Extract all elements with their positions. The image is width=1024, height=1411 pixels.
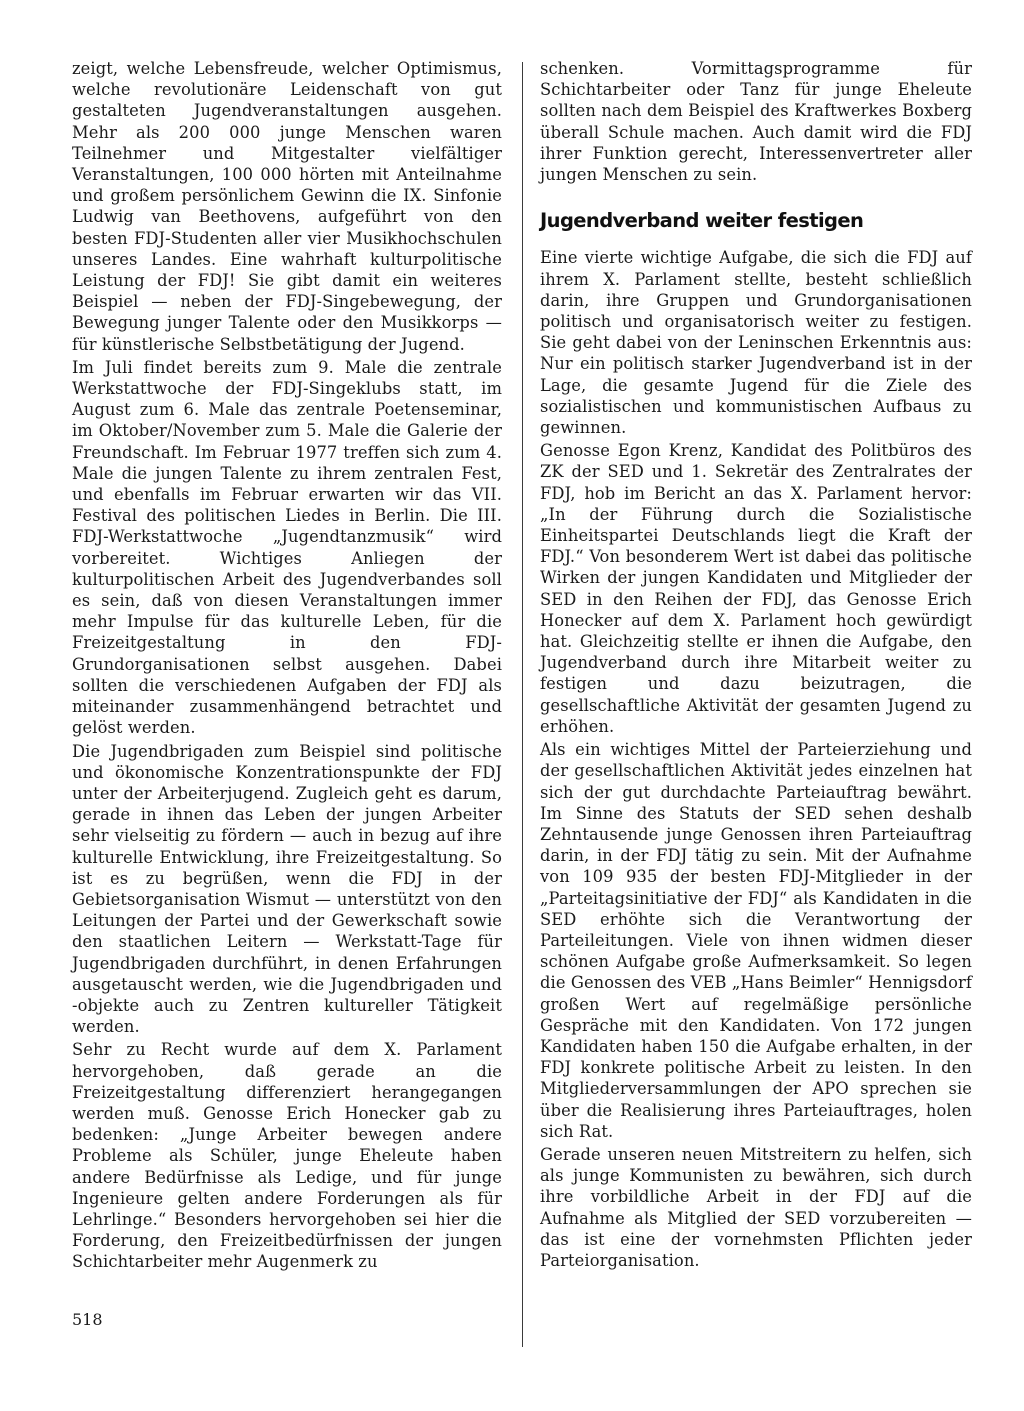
left-paragraph-1: zeigt, welche Lebensfreude, welcher Optimismus, welche revolutionäre Leidenschaft von gut gestalteten Jugendveranstaltungen ausgehen. Mehr als 200 000 junge Menschen waren Teilnehmer und Mitgestalter vielfältiger Veranstaltungen, 100 000 hörten mit Anteilnahme und großem persönlichem Gewinn die IX. Sinfonie Ludwig van Beethovens, aufgeführt von den besten FDJ-Studenten aller vier Musikhochschulen unseres Landes. Eine wahrhaft kulturpolitische Leistung der FDJ! Sie gibt damit ein weiteres Beispiel — neben der FDJ-Singebewegung, der Bewegung junger Talente oder den Musikkorps — für künstlerische Selbstbetätigung der Jugend. — [72, 59, 502, 354]
left-paragraph-4: Sehr zu Recht wurde auf dem X. Parlament hervorgehoben, daß gerade an die Freizeitgestaltung differenziert herangegangen werden muß. Genosse Erich Honecker gab zu bedenken: „Junge Arbeiter bewegen andere Probleme als Schüler, junge Eheleute haben andere Bedürfnisse als Ledige, und für junge Ingenieure gelten andere Forderungen als für Lehrlinge.“ Besonders hervorgehoben sei hier die Forderung, den Freizeitbedürfnissen der jungen Schichtarbeiter mehr Augenmerk zu — [72, 1040, 502, 1272]
right-paragraph-1: Eine vierte wichtige Aufgabe, die sich die FDJ auf ihrem X. Parlament stellte, besteht schließlich darin, ihre Gruppen und Grundorganisationen politisch und organisatorisch weiter zu festigen. Sie geht dabei von der Leninschen Erkenntnis aus: Nur ein politisch starker Jugendverband ist in der Lage, die gesamte Jugend für die Ziele des sozialistischen und kommunistischen Aufbaus zu gewinnen. — [540, 248, 972, 438]
column-divider — [522, 62, 523, 1347]
section-heading: Jugendverband weiter festigen — [540, 209, 864, 233]
left-paragraph-2: Im Juli findet bereits zum 9. Male die zentrale Werkstattwoche der FDJ-Singeklubs statt, im August zum 6. Male das zentrale Poetenseminar, im Oktober/November zum 5. Male die Galerie der Freundschaft. Im Februar 1977 treffen sich zum 4. Male die jungen Talente zu ihrem zentralen Fest, und ebenfalls im Februar erwarten wir das VII. Festival des politischen Liedes in Berlin. Die III. FDJ-Werkstattwoche „Jugendtanzmusik“ wird vorbereitet. Wichtiges Anliegen der kulturpolitischen Arbeit des Jugendverbandes soll es sein, daß von diesen Veranstaltungen immer mehr Impulse für das kulturelle Leben, für die Freizeitgestaltung in den FDJ-Grundorganisationen selbst ausgehen. Dabei sollten die verschiedenen Aufgaben der FDJ als miteinander zusammenhängend betrachtet und gelöst werden. — [72, 357, 502, 738]
right-paragraph-2: Genosse Egon Krenz, Kandidat des Politbüros des ZK der SED und 1. Sekretär des Zentralrates der FDJ, hob im Bericht an das X. Parlament hervor: „In der Führung durch die Sozialistische Einheitspartei Deutschlands liegt die Kraft der FDJ.“ Von besonderem Wert ist dabei das politische Wirken der jungen Kandidaten und Mitglieder der SED in den Reihen der FDJ, das Genosse Erich Honecker auf dem X. Parlament hoch gewürdigt hat. Gleichzeitig stellte er ihnen die Aufgabe, den Jugendverband durch ihre Mitarbeit weiter zu festigen und dazu beizutragen, die gesellschaftliche Aktivität der gesamten Jugend zu erhöhen. — [540, 441, 972, 736]
left-column — [72, 58, 502, 1275]
left-paragraph-3: Die Jugendbrigaden zum Beispiel sind politische und ökonomische Konzentrationspunkte der FDJ unter der Arbeiterjugend. Zugleich geht es darum, gerade in ihnen das Leben der jungen Arbeiter sehr vielseitig zu fördern — auch in bezug auf ihre kulturelle Entwicklung, ihre Freizeitgestaltung. So ist es zu begrüßen, wenn die FDJ in der Gebietsorganisation Wismut — unterstützt von den Leitungen der Partei und der Gewerkschaft sowie den staatlichen Leitern — Werkstatt-Tage für Jugendbrigaden durchführt, in denen Erfahrungen ausgetauscht werden, wie die Jugendbrigaden und -objekte auch zu Zentren kultureller Tätigkeit werden. — [72, 741, 502, 1037]
page-number: 518 — [72, 1310, 103, 1329]
right-column — [540, 58, 972, 1273]
right-paragraph-4: Gerade unseren neuen Mitstreitern zu helfen, sich als junge Kommunisten zu bewähren, sich durch ihre vorbildliche Arbeit in der FDJ auf die Aufnahme als Mitglied der SED vorzubereiten — das ist eine der vornehmsten Pflichten jeder Parteiorganisation. — [540, 1144, 972, 1270]
right-paragraph-3: Als ein wichtiges Mittel der Parteierziehung und der gesellschaftlichen Aktivität jedes einzelnen hat sich der gut durchdachte Parteiauftrag bewährt. Im Sinne des Statuts der SED sehen deshalb Zehntausende junge Genossen ihren Parteiauftrag darin, in der FDJ tätig zu sein. Mit der Aufnahme von 109 935 der besten FDJ-Mitglieder in der „Parteitagsinitiative der FDJ“ als Kandidaten in die SED erhöhte sich die Verantwortung der Parteileitungen. Viele von ihnen widmen dieser schönen Aufgabe große Aufmerksamkeit. So legen die Genossen des VEB „Hans Beimler“ Hennigsdorf großen Wert auf regelmäßige persönliche Gespräche mit den Kandidaten. Von 172 jungen Kandidaten haben 150 die Aufgabe erhalten, in der FDJ konkrete politische Arbeit zu leisten. In den Mitgliederversammlungen der APO sprechen sie über die Realisierung ihres Parteiauftrages, holen sich Rat. — [540, 740, 972, 1141]
right-intro-paragraph: schenken. Vormittagsprogramme für Schichtarbeiter oder Tanz für junge Eheleute sollten nach dem Beispiel des Kraftwerkes Boxberg überall Schule machen. Auch damit wird die FDJ ihrer Funktion gerecht, Interessenvertreter aller jungen Menschen zu sein. — [540, 59, 972, 185]
